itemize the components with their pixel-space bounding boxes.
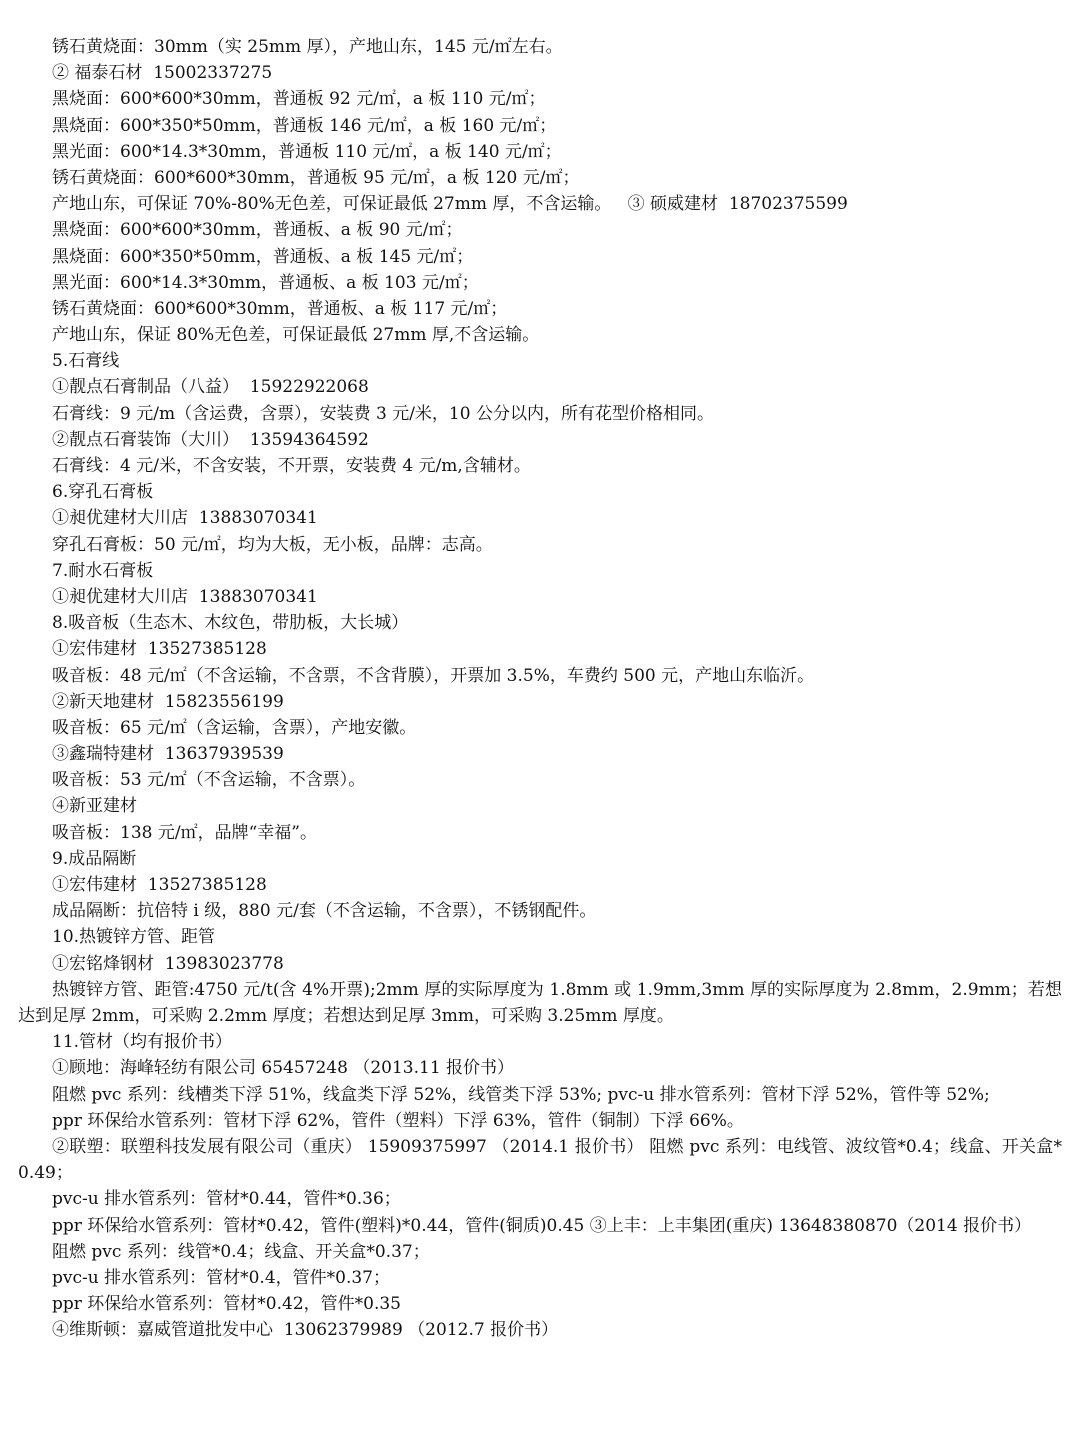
supplier-line: ①宏伟建材 13527385128 <box>52 639 267 660</box>
text-line: 成品隔断：抗倍特 i 级，880 元/套（不含运输，不含票），不锈钢配件。 <box>52 901 597 922</box>
supplier-line: ②新天地建材 15823556199 <box>52 691 284 712</box>
supplier-line: ①顾地：海峰轻纺有限公司 65457248 （2013.11 报价书） <box>52 1058 515 1079</box>
text-line: 吸音板：53 元/㎡（不含运输，不含票）。 <box>52 770 366 791</box>
text-line: 锈石黄烧面：30mm（实 25mm 厚），产地山东，145 元/㎡左右。 <box>52 37 563 57</box>
text-line: 穿孔石膏板：50 元/㎡，均为大板，无小板，品牌：志高。 <box>52 534 493 555</box>
text-line: 吸音板：138 元/㎡，品牌“幸福”。 <box>52 822 317 843</box>
text-line: 吸音板：48 元/㎡（不含运输，不含票，不含背膜），开票加 3.5%，车费约 500 元，产地山东临沂。 <box>52 665 815 686</box>
supplier-line: ①靓点石膏制品（八益） 15922922068 <box>52 377 369 398</box>
text-line: 锈石黄烧面：600*600*30mm，普通板 95 元/㎡，a 板 120 元/㎡； <box>52 167 580 188</box>
text-line: 产地山东，可保证 70%-80%无色差，可保证最低 27mm 厚，不含运输。 ③ 硕威建材 18702375599 <box>52 194 848 215</box>
text-line: 黑烧面：600*350*50mm，普通板、a 板 145 元/㎡； <box>52 246 474 267</box>
text-line: 黑烧面：600*600*30mm，普通板、a 板 90 元/㎡； <box>52 220 463 241</box>
section-heading: 11.管材（均有报价书） <box>52 1032 233 1053</box>
text-line: 阻燃 pvc 系列：线管*0.4；线盒、开关盒*0.37； <box>52 1241 430 1262</box>
document-body <box>18 34 1062 1343</box>
text-line: pvc-u 排水管系列：管材*0.44，管件*0.36； <box>52 1189 401 1210</box>
section-heading: 10.热镀锌方管、距管 <box>52 927 216 948</box>
text-line: pvc-u 排水管系列：管材*0.4，管件*0.37； <box>52 1267 390 1288</box>
supplier-line: ③鑫瑞特建材 13637939539 <box>52 744 284 765</box>
text-line: 黑光面：600*14.3*30mm，普通板、a 板 103 元/㎡； <box>52 272 479 293</box>
supplier-line: ② 福泰石材 15002337275 <box>52 63 273 84</box>
supplier-line: ①宏铭烽钢材 13983023778 <box>52 953 284 974</box>
supplier-line: ①昶优建材大川店 13883070341 <box>52 508 318 529</box>
text-line: 黑烧面：600*600*30mm，普通板 92 元/㎡，a 板 110 元/㎡； <box>52 89 546 110</box>
section-heading: 7.耐水石膏板 <box>52 560 154 581</box>
wrapped-paragraph: 热镀锌方管、距管:4750 元/t(含 4%开票);2mm 厚的实际厚度为 1.8mm 或 1.9mm,3mm 厚的实际厚度为 2.8mm，2.9mm；若想达到足厚 2mm，可采购 2.2mm 厚度；若想达到足厚 3mm，可采购 3.25mm 厚度。 <box>18 979 1062 1026</box>
text-line: 石膏线：4 元/米，不含安装，不开票，安装费 4 元/m,含辅材。 <box>52 456 531 476</box>
supplier-line: ④维斯顿：嘉威管道批发中心 13062379989 （2012.7 报价书） <box>52 1320 559 1341</box>
text-line: 产地山东，保证 80%无色差，可保证最低 27mm 厚,不含运输。 <box>52 325 540 346</box>
text-line: 黑光面：600*14.3*30mm，普通板 110 元/㎡，a 板 140 元/㎡； <box>52 141 562 162</box>
text-line: 锈石黄烧面：600*600*30mm，普通板、a 板 117 元/㎡； <box>52 298 508 319</box>
supplier-line: ①宏伟建材 13527385128 <box>52 875 267 895</box>
wrapped-paragraph: ②联塑：联塑科技发展有限公司（重庆） 15909375997 （2014.1 报价书） 阻燃 pvc 系列：电线管、波纹管*0.4；线盒、开关盒*0.49； <box>18 1136 1062 1184</box>
text-line: 黑烧面：600*350*50mm，普通板 146 元/㎡，a 板 160 元/㎡； <box>52 115 557 136</box>
wrapped-paragraph: 阻燃 pvc 系列：线槽类下浮 51%，线盒类下浮 52%，线管类下浮 53%; pvc-u 排水管系列：管材下浮 52%，管件等 52%; <box>52 1084 990 1105</box>
section-heading: 5.石膏线 <box>52 351 120 372</box>
supplier-line: ④新亚建材 <box>52 796 137 817</box>
text-line: 石膏线：9 元/m（含运费，含票），安装费 3 元/米，10 公分以内，所有花型价格相同。 <box>52 403 714 424</box>
supplier-line: ①昶优建材大川店 13883070341 <box>52 586 318 607</box>
text-line: ppr 环保给水管系列：管材下浮 62%，管件（塑料）下浮 63%，管件（铜制）下浮 66%。 <box>52 1110 744 1131</box>
wrapped-paragraph: ppr 环保给水管系列：管材*0.42，管件(塑料)*0.44，管件(铜质)0.45 ③上丰：上丰集团(重庆) 13648380870（2014 报价书） <box>52 1215 1032 1236</box>
text-line: ppr 环保给水管系列：管材*0.42，管件*0.35 <box>52 1294 401 1315</box>
section-heading: 8.吸音板（生态木、木纹色，带肋板，大长城） <box>52 613 409 634</box>
text-line: 吸音板：65 元/㎡（含运输，含票），产地安徽。 <box>52 717 417 738</box>
section-heading: 9.成品隔断 <box>52 848 137 869</box>
section-heading: 6.穿孔石膏板 <box>52 482 154 503</box>
supplier-line: ②靓点石膏装饰（大川） 13594364592 <box>52 429 369 450</box>
